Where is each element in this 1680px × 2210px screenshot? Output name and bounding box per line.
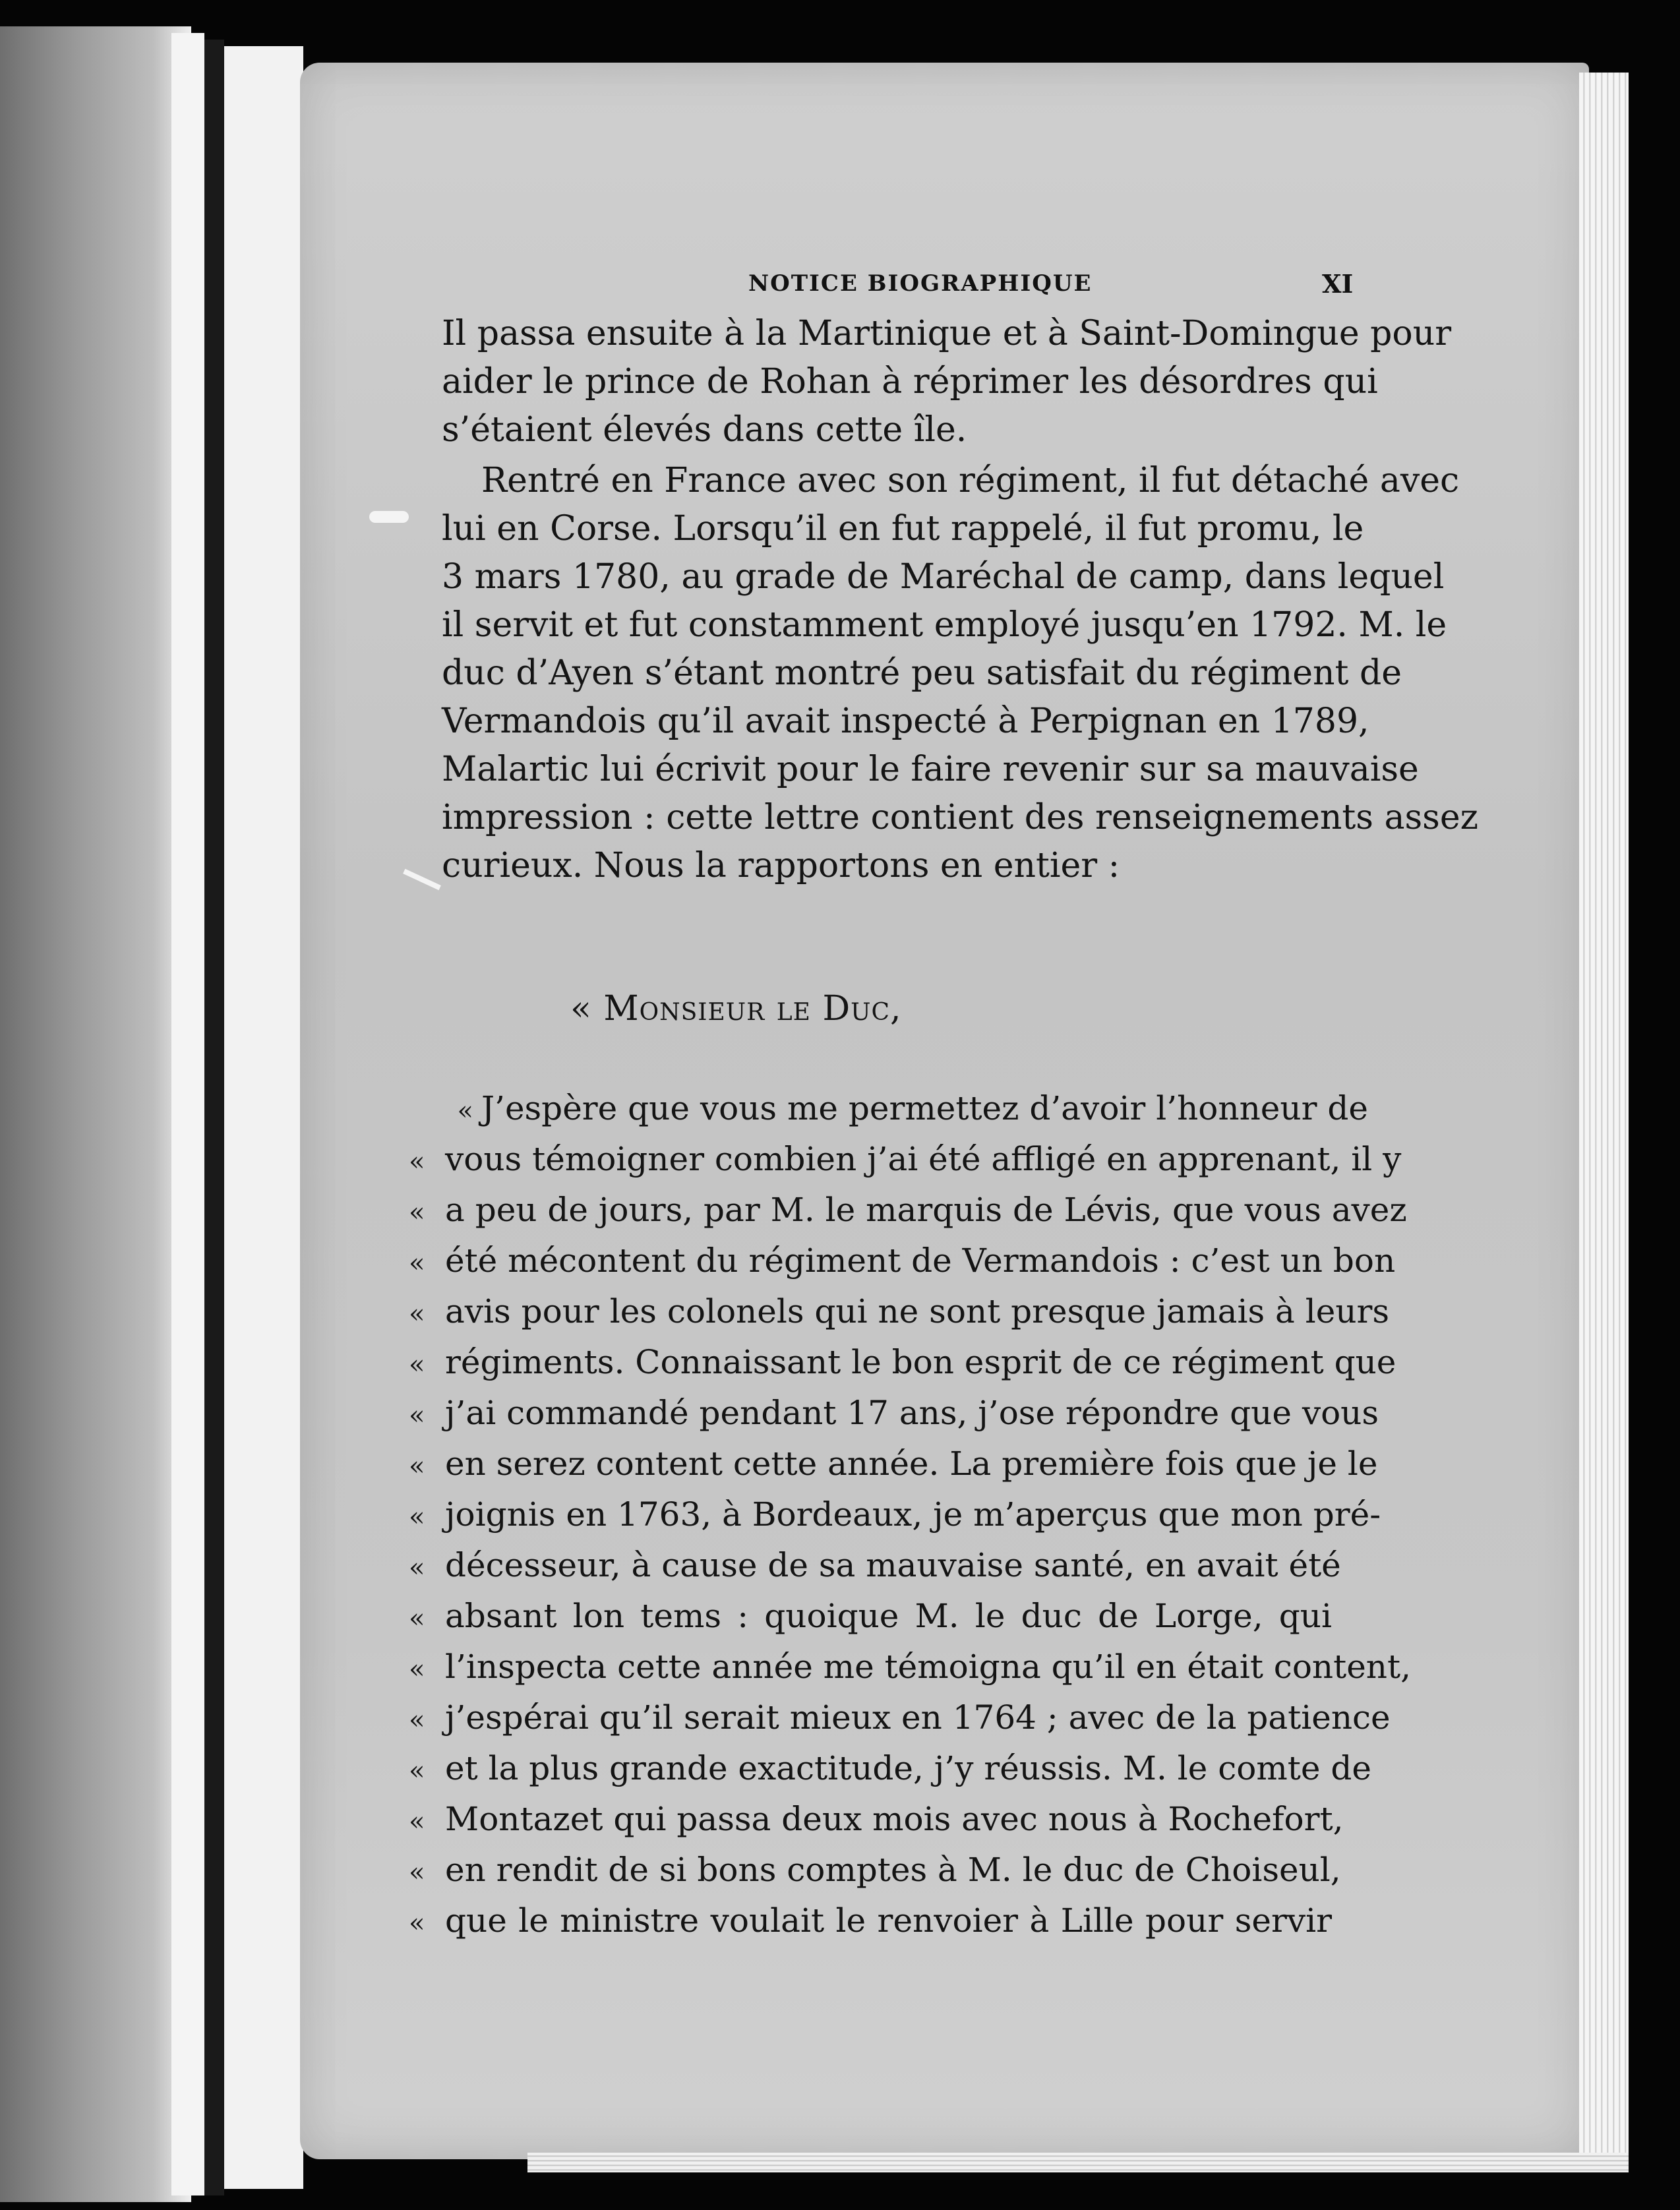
letter-line: « l’inspecta cette année me témoigna qu’il en était content, (409, 1643, 1332, 1694)
text-line: 3 mars 1780, au grade de Maréchal de camp, dans lequel (442, 557, 1445, 597)
text-line: Malartic lui écrivit pour le faire revenir sur sa mauvaise (442, 750, 1419, 789)
page-stack-bottom (527, 2153, 1629, 2172)
book-gutter (204, 40, 224, 2195)
quote-mark: « (409, 1654, 425, 1685)
letter-line: « avis pour les colonels qui ne sont presque jamais à leurs (409, 1288, 1332, 1338)
page-number: XI (1322, 269, 1354, 299)
letter-line: « absant lon tems : quoique M. le duc de Lorge, qui (409, 1592, 1332, 1643)
scan-artifact (369, 511, 409, 523)
letter-line: « en rendit de si bons comptes à M. le duc de Choiseul, (409, 1846, 1332, 1897)
text-line: curieux. Nous la rapportons en entier : (442, 846, 1120, 885)
scan-white-strip (224, 46, 303, 2189)
letter-salutation: « Monsieur le Duc, (570, 989, 902, 1029)
quote-mark: « (409, 1756, 425, 1786)
letter-line: « en serez content cette année. La première fois que je le (409, 1440, 1332, 1491)
letter-line: « J’espère que vous me permettez d’avoir l’honneur de (409, 1085, 1332, 1135)
text-line: duc d’Ayen s’étant montré peu satisfait du régiment de (442, 653, 1402, 693)
text-line: impression : cette lettre contient des renseignements assez (442, 798, 1478, 837)
text-line: lui en Corse. Lorsqu’il en fut rappelé, il fut promu, le (442, 509, 1364, 549)
paragraph-2 (442, 457, 1478, 890)
letter-line: « et la plus grande exactitude, j’y réussis. M. le comte de (409, 1745, 1332, 1795)
running-title: NOTICE BIOGRAPHIQUE (748, 270, 1093, 297)
quote-mark: « (409, 1350, 425, 1380)
text-line: il servit et fut constamment employé jusqu’en 1792. M. le (442, 605, 1447, 645)
quoted-letter (409, 1085, 1411, 1948)
quote-mark: « (409, 1807, 425, 1837)
scan-left-margin (0, 26, 191, 2202)
letter-line: « que le ministre voulait le renvoier à Lille pour servir (409, 1897, 1332, 1948)
letter-line: « j’espérai qu’il serait mieux en 1764 ; avec de la patience (409, 1694, 1332, 1745)
quote-mark: « (409, 1299, 425, 1329)
quote-mark: « (409, 1908, 425, 1938)
letter-line: « régiments. Connaissant le bon esprit de ce régiment que (409, 1338, 1332, 1389)
quote-mark: « (409, 1248, 425, 1278)
quote-mark: « (457, 1096, 473, 1126)
letter-line: « décesseur, à cause de sa mauvaise santé, en avait été (409, 1541, 1332, 1592)
text-line: Il passa ensuite à la Martinique et à Saint-Domingue pour (442, 314, 1452, 353)
letter-line: « a peu de jours, par M. le marquis de Lévis, que vous avez (409, 1186, 1332, 1237)
text-line: s’étaient élevés dans cette île. (442, 410, 967, 450)
quote-mark: « (409, 1197, 425, 1228)
scan-left-page-edge (171, 33, 204, 2195)
letter-line: « vous témoigner combien j’ai été affligé en apprenant, il y (409, 1135, 1332, 1186)
quote-mark: « (409, 1400, 425, 1431)
page-stack-edges (1579, 73, 1629, 2169)
quote-mark: « (409, 1857, 425, 1888)
paragraph-1 (442, 310, 1452, 454)
quote-mark: « (409, 1603, 425, 1634)
letter-line: « j’ai commandé pendant 17 ans, j’ose répondre que vous (409, 1389, 1332, 1440)
quote-mark: « (409, 1553, 425, 1583)
quote-mark: « (409, 1705, 425, 1735)
letter-line: « été mécontent du régiment de Vermandois : c’est un bon (409, 1237, 1332, 1288)
quote-mark: « (409, 1147, 425, 1177)
letter-line: « joignis en 1763, à Bordeaux, je m’aperçus que mon pré- (409, 1491, 1332, 1541)
text-line: aider le prince de Rohan à réprimer les désordres qui (442, 362, 1378, 402)
quote-mark: « (409, 1502, 425, 1532)
quote-mark: « (409, 1451, 425, 1481)
text-line: Vermandois qu’il avait inspecté à Perpignan en 1789, (442, 702, 1369, 741)
text-line: Rentré en France avec son régiment, il fut détaché avec (481, 461, 1460, 500)
letter-line: « Montazet qui passa deux mois avec nous à Rochefort, (409, 1795, 1332, 1846)
